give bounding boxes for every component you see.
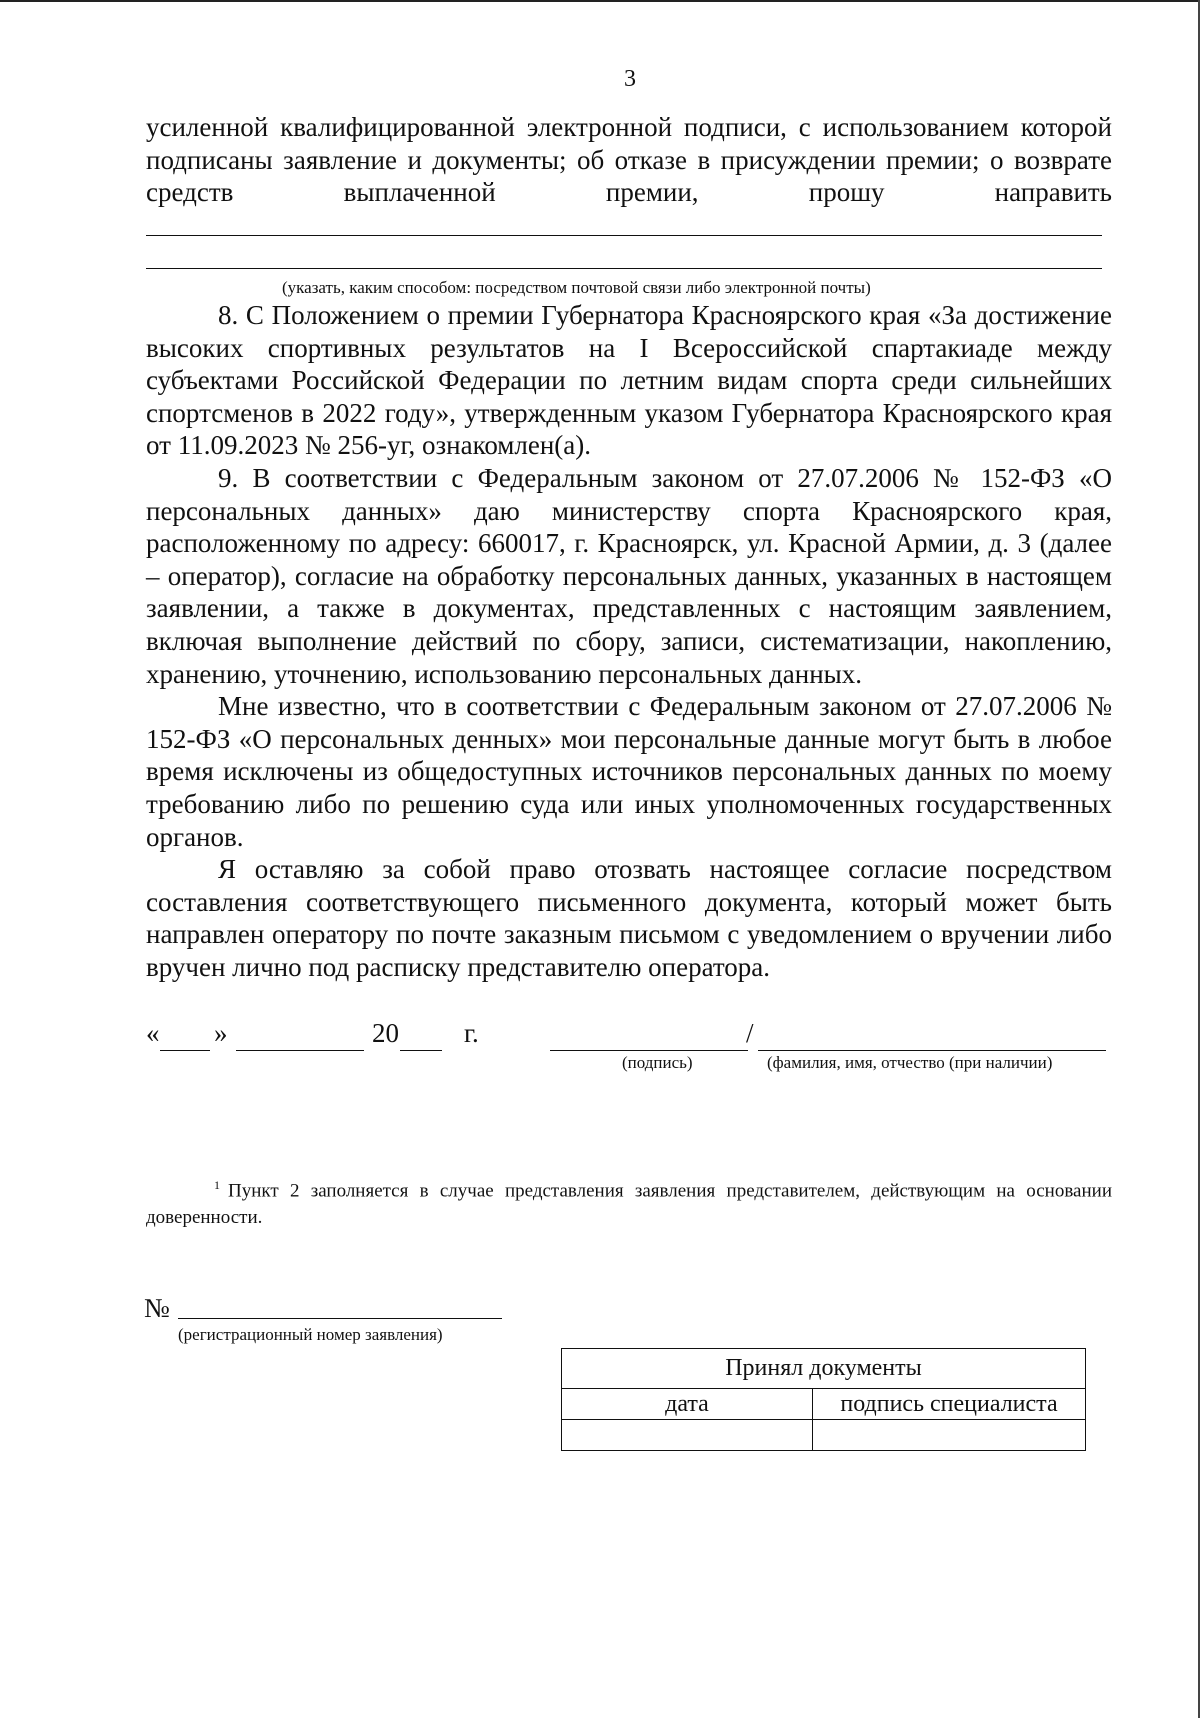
paragraph-8: 8. С Положением о премии Губернатора Красноярского края «За достижение высоких спортивных результатов на I Всероссийской спартакиаде между субъектами Российской Федерации по летним видам спорта среди сильнейших спортсменов в 2022 году», утвержденным указом Губернатора Красноярского края от 11.09.2023 № 256-уг, ознакомлен(а). xyxy=(146,300,1112,461)
registration-number-sign: № xyxy=(144,1293,170,1323)
registration-number-caption: (регистрационный номер заявления) xyxy=(178,1325,443,1344)
signature-line[interactable] xyxy=(550,1050,748,1051)
page-number: 3 xyxy=(624,66,636,92)
date-month-line[interactable] xyxy=(236,1050,364,1051)
paragraph-continuation: усиленной квалифицированной электронной подписи, с использованием которой подписаны заявление и документы; об отказе в присуждении премии; о возврате средств выплаченной премии, прошу направить xyxy=(146,112,1112,208)
top-paragraph-block xyxy=(146,111,1112,209)
date-open-quote: « xyxy=(146,1018,160,1048)
scan-edge-top xyxy=(0,0,1200,2)
accepted-documents-title: Принял документы xyxy=(562,1349,1086,1389)
paragraph-revocation: Я оставляю за собой право отозвать настоящее согласие посредством составления соответствующего письменного документа, который может быть направлен оператору по почте заказным письмом с уведомлением о вручении либо вручен лично под расписку представителю оператора. xyxy=(146,854,1112,982)
date-column-header: дата xyxy=(562,1389,813,1420)
date-cell[interactable] xyxy=(562,1420,813,1451)
main-paragraphs xyxy=(146,299,1112,983)
signature-caption: (подпись) xyxy=(622,1053,693,1072)
delivery-method-caption: (указать, каким способом: посредством почтовой связи либо электронной почты) xyxy=(282,278,871,297)
full-name-line[interactable] xyxy=(758,1050,1106,1051)
date-year-prefix: 20 xyxy=(372,1018,399,1048)
paragraph-awareness: Мне известно, что в соответствии с Федеральным законом от 27.07.2006 № 152-ФЗ «О персональных денных» мои персональные данные могут быть в любое время исключены из общедоступных источников персональных данных по моему требованию либо по решению суда или иных уполномоченных государственных органов. xyxy=(146,691,1112,852)
full-name-caption: (фамилия, имя, отчество (при наличии) xyxy=(767,1053,1053,1072)
delivery-method-line-1[interactable] xyxy=(146,235,1102,236)
paragraph-9: 9. В соответствии с Федеральным законом от 27.07.2006 № 152-ФЗ «О персональных данных» даю министерству спорта Красноярского края, расположенному по адресу: 660017, г. Красноярск, ул. Красной Армии, д. 3 (далее – оператор), согласие на обработку персональных данных, указанных в настоящем заявлении, а также в документах, представленных с настоящим заявлением, включая выполнение действий по сбору, записи, систематизации, накоплению, хранению, уточнению, использованию персональных данных. xyxy=(146,462,1112,689)
date-year-line[interactable] xyxy=(400,1050,442,1051)
registration-number-line[interactable] xyxy=(178,1318,502,1319)
specialist-signature-cell[interactable] xyxy=(813,1420,1086,1451)
date-day-line[interactable] xyxy=(160,1050,210,1051)
signature-separator: / xyxy=(746,1018,754,1048)
footnote xyxy=(146,1172,1112,1231)
footnote-text: Пункт 2 заполняется в случае представления заявления представителем, действующим на основании доверенности. xyxy=(146,1180,1112,1229)
accepted-documents-table xyxy=(561,1348,1086,1451)
specialist-signature-column-header: подпись специалиста xyxy=(813,1389,1086,1420)
date-close-quote: » xyxy=(214,1018,228,1048)
date-year-suffix: г. xyxy=(464,1018,479,1048)
footnote-marker: 1 xyxy=(214,1178,220,1192)
delivery-method-line-2[interactable] xyxy=(146,268,1102,269)
signature-row xyxy=(146,1018,1106,1058)
